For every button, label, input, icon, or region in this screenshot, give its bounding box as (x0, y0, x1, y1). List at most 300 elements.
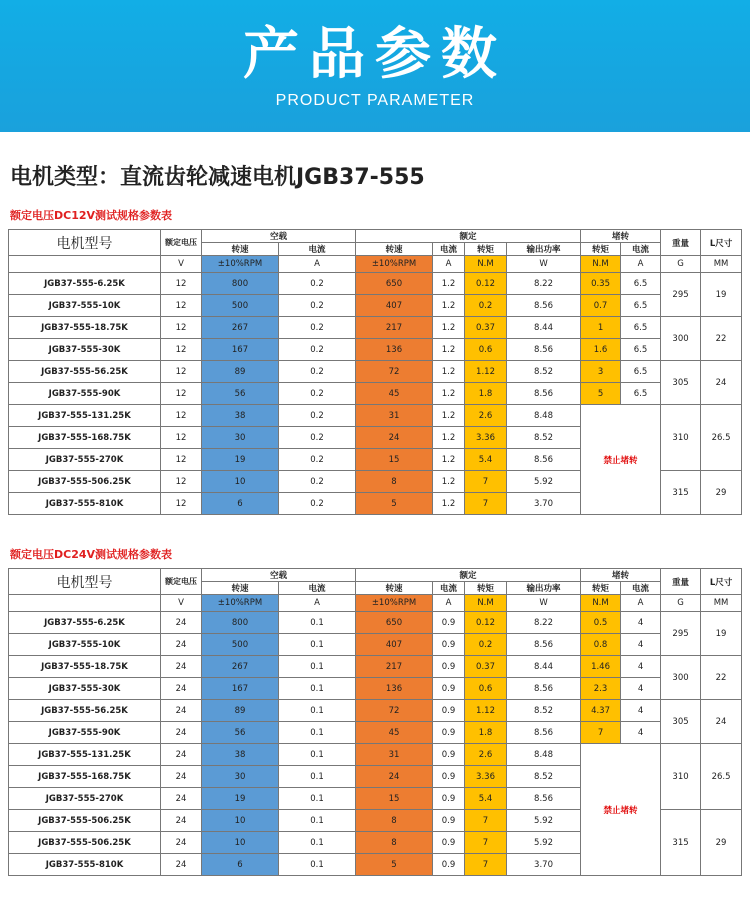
voltage-cell: 24 (161, 744, 202, 766)
spec-table-12v (8, 229, 742, 515)
rated-current-cell: 0.9 (433, 744, 465, 766)
l-size-cell: 29 (701, 471, 742, 515)
model-cell: JGB37-555-90K (9, 722, 161, 744)
voltage-cell: 24 (161, 766, 202, 788)
no-load-current-cell: 0.1 (279, 700, 356, 722)
no-load-current-cell: 0.2 (279, 383, 356, 405)
rated-current-cell: 1.2 (433, 405, 465, 427)
rated-current-cell: 0.9 (433, 788, 465, 810)
rated-speed-header: 转速 (356, 243, 433, 256)
stall-torque-cell: 1 (581, 317, 621, 339)
l-size-cell: 19 (701, 273, 742, 317)
no-load-current-cell: 0.1 (279, 722, 356, 744)
no-load-speed-cell: 500 (202, 634, 279, 656)
no-load-speed-cell: 267 (202, 656, 279, 678)
rated-torque-cell: 0.12 (465, 273, 507, 295)
stall-current-cell: 6.5 (621, 361, 661, 383)
weight-cell: 300 (661, 317, 701, 361)
rated-current-cell: 0.9 (433, 722, 465, 744)
no-load-speed-cell: 30 (202, 766, 279, 788)
voltage-cell: 24 (161, 612, 202, 634)
rated-torque-cell: 3.36 (465, 427, 507, 449)
voltage-cell: 12 (161, 493, 202, 515)
model-cell: JGB37-555-168.75K (9, 766, 161, 788)
rated-current-cell: 1.2 (433, 339, 465, 361)
l-size-cell: 24 (701, 700, 742, 744)
rated-torque-cell: 1.8 (465, 383, 507, 405)
l-unit: MM (701, 256, 742, 273)
weight-cell: 315 (661, 471, 701, 515)
model-cell: JGB37-555-90K (9, 383, 161, 405)
table-row (9, 722, 742, 744)
voltage-cell: 12 (161, 405, 202, 427)
no-load-speed-header: 转速 (202, 243, 279, 256)
model-cell: JGB37-555-56.25K (9, 700, 161, 722)
voltage-cell: 12 (161, 383, 202, 405)
no-load-current-unit: A (279, 256, 356, 273)
no-load-speed-cell: 19 (202, 449, 279, 471)
model-header: 电机型号 (9, 569, 161, 595)
rated-current-cell: 1.2 (433, 273, 465, 295)
rated-speed-cell: 407 (356, 634, 433, 656)
model-cell: JGB37-555-168.75K (9, 427, 161, 449)
rated-speed-cell: 136 (356, 678, 433, 700)
no-load-speed-cell: 30 (202, 427, 279, 449)
voltage-cell: 12 (161, 449, 202, 471)
rated-speed-cell: 407 (356, 295, 433, 317)
power-unit: W (507, 256, 581, 273)
output-power-cell: 5.92 (507, 471, 581, 493)
stall-current-cell: 4 (621, 634, 661, 656)
banner-subtitle: PRODUCT PARAMETER (275, 92, 475, 109)
voltage-unit: V (161, 595, 202, 612)
no-load-current-unit: A (279, 595, 356, 612)
rated-speed-unit: ±10%RPM (356, 595, 433, 612)
rated-torque-cell: 2.6 (465, 744, 507, 766)
model-unit-blank (9, 256, 161, 273)
rated-current-unit: A (433, 595, 465, 612)
stall-current-cell: 6.5 (621, 317, 661, 339)
stall-torque-cell: 2.3 (581, 678, 621, 700)
rated-voltage-header: 额定电压 (161, 569, 202, 595)
table-row (9, 634, 742, 656)
output-power-cell: 8.52 (507, 700, 581, 722)
stall-current-unit: A (621, 595, 661, 612)
rated-speed-cell: 5 (356, 493, 433, 515)
stall-torque-header: 转矩 (581, 582, 621, 595)
rated-current-unit: A (433, 256, 465, 273)
rated-speed-cell: 5 (356, 854, 433, 876)
model-cell: JGB37-555-30K (9, 339, 161, 361)
output-power-cell: 8.52 (507, 766, 581, 788)
no-load-speed-cell: 800 (202, 273, 279, 295)
no-load-speed-cell: 38 (202, 405, 279, 427)
stall-torque-header: 转矩 (581, 243, 621, 256)
no-load-current-cell: 0.1 (279, 678, 356, 700)
stall-header: 堵转 (581, 230, 661, 243)
rated-speed-cell: 72 (356, 361, 433, 383)
no-load-current-cell: 0.1 (279, 612, 356, 634)
spec-table-24v (8, 568, 742, 876)
stall-prohibited-note: 禁止堵转 (581, 744, 661, 876)
weight-cell: 315 (661, 810, 701, 876)
rated-current-cell: 0.9 (433, 832, 465, 854)
no-load-current-cell: 0.2 (279, 273, 356, 295)
weight-cell: 295 (661, 612, 701, 656)
rated-speed-cell: 8 (356, 471, 433, 493)
no-load-current-cell: 0.1 (279, 788, 356, 810)
model-cell: JGB37-555-18.75K (9, 317, 161, 339)
output-power-cell: 8.56 (507, 339, 581, 361)
rated-torque-cell: 0.2 (465, 295, 507, 317)
rated-torque-cell: 0.6 (465, 678, 507, 700)
rated-torque-cell: 5.4 (465, 788, 507, 810)
weight-cell: 305 (661, 361, 701, 405)
table-row (9, 678, 742, 700)
units-row (9, 256, 742, 273)
table-row (9, 612, 742, 634)
no-load-current-cell: 0.2 (279, 493, 356, 515)
voltage-cell: 12 (161, 339, 202, 361)
no-load-current-cell: 0.1 (279, 854, 356, 876)
stall-torque-cell: 1.6 (581, 339, 621, 361)
weight-cell: 310 (661, 744, 701, 810)
motor-type-heading: 电机类型：直流齿轮减速电机JGB37-555 (10, 165, 425, 190)
stall-current-cell: 6.5 (621, 383, 661, 405)
no-load-speed-cell: 19 (202, 788, 279, 810)
no-load-speed-cell: 10 (202, 810, 279, 832)
output-power-cell: 8.56 (507, 788, 581, 810)
rated-current-cell: 0.9 (433, 634, 465, 656)
rated-speed-cell: 31 (356, 405, 433, 427)
rated-voltage-header: 额定电压 (161, 230, 202, 256)
output-power-cell: 8.48 (507, 744, 581, 766)
model-cell: JGB37-555-506.25K (9, 471, 161, 493)
model-cell: JGB37-555-810K (9, 493, 161, 515)
stall-torque-cell: 4.37 (581, 700, 621, 722)
no-load-current-cell: 0.1 (279, 656, 356, 678)
l-size-cell: 26.5 (701, 744, 742, 810)
rated-current-header: 电流 (433, 243, 465, 256)
output-power-cell: 8.56 (507, 295, 581, 317)
output-power-cell: 8.52 (507, 427, 581, 449)
rated-torque-cell: 1.8 (465, 722, 507, 744)
no-load-header: 空载 (202, 230, 356, 243)
voltage-cell: 24 (161, 854, 202, 876)
voltage-cell: 24 (161, 700, 202, 722)
no-load-header: 空载 (202, 569, 356, 582)
rated-torque-cell: 0.6 (465, 339, 507, 361)
output-power-cell: 8.56 (507, 634, 581, 656)
rated-current-cell: 0.9 (433, 656, 465, 678)
stall-torque-unit: N.M (581, 256, 621, 273)
table-row (9, 383, 742, 405)
header-row-groups (9, 569, 742, 582)
rated-current-header: 电流 (433, 582, 465, 595)
no-load-speed-cell: 10 (202, 471, 279, 493)
model-cell: JGB37-555-131.25K (9, 744, 161, 766)
weight-header: 重量 (661, 569, 701, 595)
table-row (9, 744, 742, 766)
no-load-current-header: 电流 (279, 243, 356, 256)
l-size-cell: 22 (701, 656, 742, 700)
model-cell: JGB37-555-10K (9, 295, 161, 317)
rated-current-cell: 1.2 (433, 361, 465, 383)
rated-speed-header: 转速 (356, 582, 433, 595)
weight-cell: 305 (661, 700, 701, 744)
rated-torque-cell: 0.12 (465, 612, 507, 634)
rated-speed-cell: 15 (356, 449, 433, 471)
table-row (9, 295, 742, 317)
no-load-speed-cell: 500 (202, 295, 279, 317)
rated-speed-cell: 217 (356, 656, 433, 678)
stall-prohibited-note: 禁止堵转 (581, 405, 661, 515)
rated-speed-cell: 650 (356, 612, 433, 634)
weight-cell: 295 (661, 273, 701, 317)
stall-current-cell: 6.5 (621, 273, 661, 295)
no-load-speed-cell: 10 (202, 832, 279, 854)
rated-current-cell: 1.2 (433, 427, 465, 449)
rated-torque-cell: 0.37 (465, 656, 507, 678)
model-cell: JGB37-555-131.25K (9, 405, 161, 427)
no-load-current-cell: 0.2 (279, 405, 356, 427)
voltage-cell: 24 (161, 678, 202, 700)
no-load-speed-header: 转速 (202, 582, 279, 595)
voltage-cell: 12 (161, 471, 202, 493)
table-row (9, 339, 742, 361)
rated-current-cell: 0.9 (433, 700, 465, 722)
rated-current-cell: 1.2 (433, 317, 465, 339)
no-load-current-cell: 0.1 (279, 744, 356, 766)
model-cell: JGB37-555-6.25K (9, 273, 161, 295)
output-power-cell: 8.22 (507, 612, 581, 634)
banner-title: 产品参数 (243, 22, 507, 87)
no-load-current-cell: 0.2 (279, 427, 356, 449)
output-power-header: 输出功率 (507, 582, 581, 595)
no-load-speed-cell: 56 (202, 383, 279, 405)
model-cell: JGB37-555-6.25K (9, 612, 161, 634)
rated-torque-cell: 7 (465, 493, 507, 515)
no-load-current-cell: 0.2 (279, 471, 356, 493)
stall-current-unit: A (621, 256, 661, 273)
voltage-cell: 24 (161, 832, 202, 854)
rated-torque-unit: N.M (465, 256, 507, 273)
rated-header: 额定 (356, 230, 581, 243)
no-load-current-cell: 0.2 (279, 449, 356, 471)
weight-cell: 310 (661, 405, 701, 471)
table-row (9, 361, 742, 383)
no-load-speed-cell: 167 (202, 678, 279, 700)
voltage-cell: 12 (161, 427, 202, 449)
rated-current-cell: 0.9 (433, 854, 465, 876)
voltage-cell: 12 (161, 317, 202, 339)
rated-current-cell: 0.9 (433, 678, 465, 700)
no-load-speed-cell: 800 (202, 612, 279, 634)
output-power-cell: 8.44 (507, 656, 581, 678)
voltage-cell: 12 (161, 273, 202, 295)
weight-cell: 300 (661, 656, 701, 700)
output-power-cell: 5.92 (507, 810, 581, 832)
output-power-header: 输出功率 (507, 243, 581, 256)
voltage-cell: 24 (161, 634, 202, 656)
model-cell: JGB37-555-270K (9, 788, 161, 810)
rated-speed-cell: 15 (356, 788, 433, 810)
rated-torque-header: 转矩 (465, 243, 507, 256)
model-header: 电机型号 (9, 230, 161, 256)
table-row (9, 700, 742, 722)
header-row-groups (9, 230, 742, 243)
no-load-current-cell: 0.2 (279, 295, 356, 317)
no-load-current-cell: 0.1 (279, 832, 356, 854)
units-row (9, 595, 742, 612)
rated-current-cell: 0.9 (433, 766, 465, 788)
rated-speed-cell: 72 (356, 700, 433, 722)
rated-torque-cell: 3.36 (465, 766, 507, 788)
stall-torque-cell: 0.7 (581, 295, 621, 317)
no-load-current-cell: 0.1 (279, 766, 356, 788)
no-load-speed-cell: 267 (202, 317, 279, 339)
stall-torque-unit: N.M (581, 595, 621, 612)
voltage-cell: 24 (161, 722, 202, 744)
rated-torque-header: 转矩 (465, 582, 507, 595)
stall-torque-cell: 0.5 (581, 612, 621, 634)
rated-torque-cell: 7 (465, 854, 507, 876)
output-power-cell: 8.56 (507, 678, 581, 700)
stall-current-cell: 6.5 (621, 339, 661, 361)
rated-torque-cell: 0.2 (465, 634, 507, 656)
no-load-speed-unit: ±10%RPM (202, 595, 279, 612)
no-load-current-cell: 0.1 (279, 810, 356, 832)
output-power-cell: 5.92 (507, 832, 581, 854)
model-cell: JGB37-555-506.25K (9, 832, 161, 854)
output-power-cell: 8.48 (507, 405, 581, 427)
l-size-cell: 26.5 (701, 405, 742, 471)
output-power-cell: 8.56 (507, 722, 581, 744)
model-cell: JGB37-555-270K (9, 449, 161, 471)
rated-current-cell: 0.9 (433, 810, 465, 832)
rated-torque-cell: 0.37 (465, 317, 507, 339)
table-row (9, 273, 742, 295)
stall-torque-cell: 0.8 (581, 634, 621, 656)
rated-speed-cell: 650 (356, 273, 433, 295)
stall-torque-cell: 0.35 (581, 273, 621, 295)
rated-speed-unit: ±10%RPM (356, 256, 433, 273)
l-size-cell: 22 (701, 317, 742, 361)
stall-torque-cell: 1.46 (581, 656, 621, 678)
rated-torque-cell: 2.6 (465, 405, 507, 427)
stall-torque-cell: 7 (581, 722, 621, 744)
rated-current-cell: 0.9 (433, 612, 465, 634)
rated-speed-cell: 24 (356, 427, 433, 449)
voltage-cell: 24 (161, 656, 202, 678)
rated-torque-unit: N.M (465, 595, 507, 612)
output-power-cell: 8.52 (507, 361, 581, 383)
rated-speed-cell: 8 (356, 810, 433, 832)
power-unit: W (507, 595, 581, 612)
l-unit: MM (701, 595, 742, 612)
no-load-current-header: 电流 (279, 582, 356, 595)
output-power-cell: 8.56 (507, 449, 581, 471)
rated-torque-cell: 1.12 (465, 361, 507, 383)
rated-speed-cell: 217 (356, 317, 433, 339)
stall-torque-cell: 5 (581, 383, 621, 405)
rated-speed-cell: 24 (356, 766, 433, 788)
output-power-cell: 3.70 (507, 493, 581, 515)
no-load-current-cell: 0.2 (279, 361, 356, 383)
output-power-cell: 3.70 (507, 854, 581, 876)
no-load-speed-cell: 6 (202, 854, 279, 876)
l-size-cell: 19 (701, 612, 742, 656)
rated-speed-cell: 45 (356, 383, 433, 405)
weight-unit: G (661, 256, 701, 273)
stall-current-cell: 6.5 (621, 295, 661, 317)
voltage-cell: 24 (161, 810, 202, 832)
no-load-speed-cell: 167 (202, 339, 279, 361)
output-power-cell: 8.22 (507, 273, 581, 295)
model-cell: JGB37-555-18.75K (9, 656, 161, 678)
model-cell: JGB37-555-810K (9, 854, 161, 876)
table-row (9, 405, 742, 427)
voltage-unit: V (161, 256, 202, 273)
no-load-speed-cell: 89 (202, 361, 279, 383)
stall-current-cell: 4 (621, 722, 661, 744)
rated-current-cell: 1.2 (433, 449, 465, 471)
table-24v-title: 额定电压DC24V测试规格参数表 (10, 548, 173, 561)
model-cell: JGB37-555-10K (9, 634, 161, 656)
table-row (9, 656, 742, 678)
rated-current-cell: 1.2 (433, 295, 465, 317)
rated-current-cell: 1.2 (433, 383, 465, 405)
stall-current-cell: 4 (621, 656, 661, 678)
rated-torque-cell: 7 (465, 471, 507, 493)
stall-current-cell: 4 (621, 700, 661, 722)
model-cell: JGB37-555-506.25K (9, 810, 161, 832)
rated-torque-cell: 1.12 (465, 700, 507, 722)
rated-speed-cell: 8 (356, 832, 433, 854)
output-power-cell: 8.56 (507, 383, 581, 405)
l-size-header: L尺寸 (701, 230, 742, 256)
model-unit-blank (9, 595, 161, 612)
no-load-current-cell: 0.2 (279, 317, 356, 339)
table-row (9, 317, 742, 339)
rated-torque-cell: 7 (465, 832, 507, 854)
no-load-speed-cell: 38 (202, 744, 279, 766)
stall-current-header: 电流 (621, 582, 661, 595)
l-size-header: L尺寸 (701, 569, 742, 595)
rated-current-cell: 1.2 (433, 471, 465, 493)
stall-current-cell: 4 (621, 612, 661, 634)
rated-torque-cell: 5.4 (465, 449, 507, 471)
voltage-cell: 12 (161, 295, 202, 317)
rated-speed-cell: 136 (356, 339, 433, 361)
table-12v-title: 额定电压DC12V测试规格参数表 (10, 209, 173, 222)
l-size-cell: 29 (701, 810, 742, 876)
output-power-cell: 8.44 (507, 317, 581, 339)
no-load-speed-cell: 89 (202, 700, 279, 722)
rated-current-cell: 1.2 (433, 493, 465, 515)
no-load-speed-unit: ±10%RPM (202, 256, 279, 273)
stall-current-header: 电流 (621, 243, 661, 256)
no-load-current-cell: 0.1 (279, 634, 356, 656)
no-load-speed-cell: 6 (202, 493, 279, 515)
model-cell: JGB37-555-56.25K (9, 361, 161, 383)
rated-speed-cell: 45 (356, 722, 433, 744)
l-size-cell: 24 (701, 361, 742, 405)
header-banner (0, 0, 750, 132)
no-load-speed-cell: 56 (202, 722, 279, 744)
voltage-cell: 12 (161, 361, 202, 383)
rated-header: 额定 (356, 569, 581, 582)
